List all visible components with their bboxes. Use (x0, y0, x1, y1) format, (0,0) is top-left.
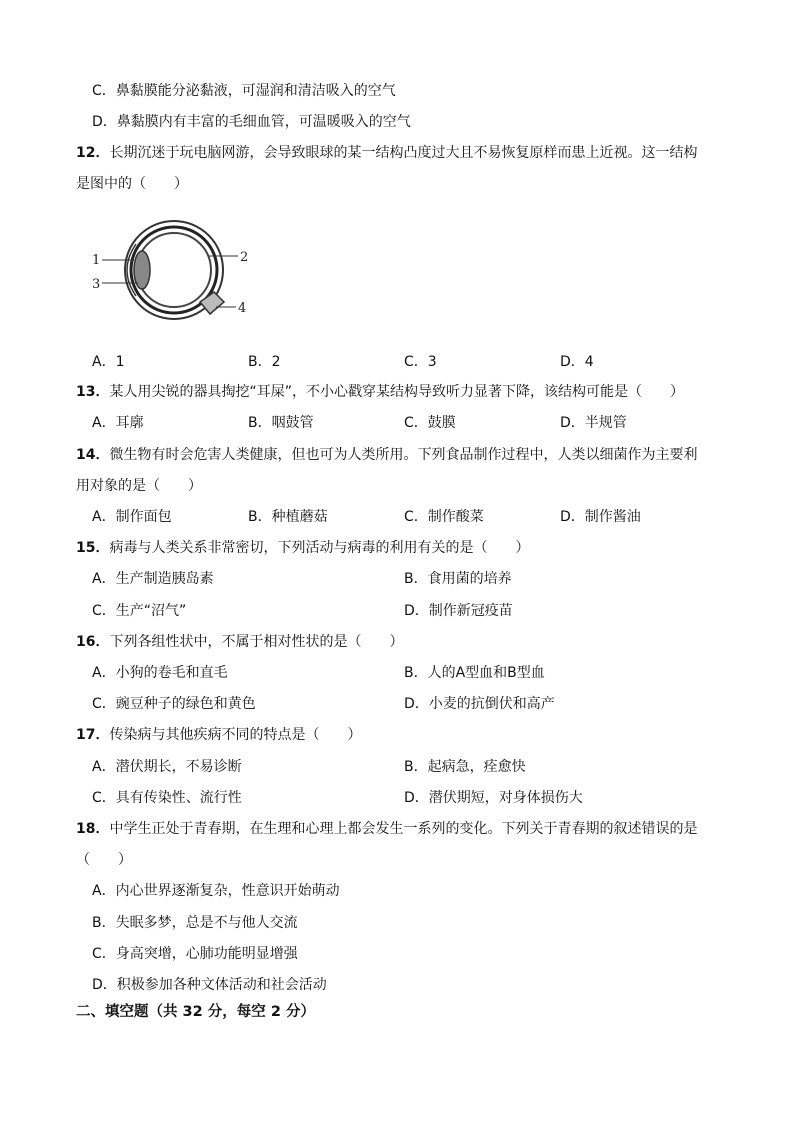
q18-option-b: B．失眠多梦，总是不与他人交流 (92, 915, 298, 931)
q15-option-d: D．制作新冠疫苗 (404, 603, 513, 619)
q12-text1: 长期沉迷于玩电脑网游，会导致眼球的某一结构凸度过大且不易恢复原样而患上近视。这一结构 (109, 145, 698, 161)
q14-stem-line1 (76, 445, 697, 465)
q18-option-c: C．身高突增，心肺功能明显增强 (92, 946, 298, 962)
section2-heading: 二、填空题（共 32 分，每空 2 分） (76, 1004, 315, 1020)
q18-option-a: A．内心世界逐渐复杂，性意识开始萌动 (92, 883, 340, 899)
q14-number: 14． (76, 447, 110, 463)
q14-text1: 微生物有时会危害人类健康，但也可为人类所用。下列食品制作过程中，人类以细菌作为主要利 (109, 447, 698, 463)
q13-number: 13． (76, 384, 110, 400)
diagram-label-1: 1 (92, 253, 101, 268)
q12-option-a: A．1 (92, 354, 125, 370)
q15-number: 15． (76, 540, 110, 556)
diagram-label-2: 2 (240, 250, 249, 265)
q12-option-c: C．3 (404, 354, 437, 370)
q17-option-d: D．潜伏期短，对身体损伤大 (404, 790, 583, 806)
q12-option-b: B．2 (248, 354, 281, 370)
q12-stem-line1 (76, 143, 697, 163)
q11-option-d: D．鼻黏膜内有丰富的毛细血管，可温暖吸入的空气 (92, 114, 411, 130)
q13-option-c: C．鼓膜 (404, 415, 456, 431)
q13-option-b: B．咽鼓管 (248, 415, 314, 431)
q15-stem (76, 538, 529, 558)
q15-text: 病毒与人类关系非常密切，下列活动与病毒的利用有关的是（ ） (109, 540, 530, 556)
q17-option-a: A．潜伏期长，不易诊断 (92, 759, 242, 775)
q13-option-d: D．半规管 (560, 415, 627, 431)
q17-option-b: B．起病急，痊愈快 (404, 759, 526, 775)
q16-option-c: C．豌豆种子的绿色和黄色 (92, 696, 256, 712)
q18-stem-line2: （ ） (76, 852, 132, 868)
q16-stem (76, 632, 403, 652)
q14-option-b: B．种植蘑菇 (248, 509, 328, 525)
q14-option-c: C．制作酸菜 (404, 509, 484, 525)
diagram-label-4: 4 (238, 301, 247, 316)
q12-number: 12． (76, 145, 110, 161)
q16-option-d: D．小麦的抗倒伏和高产 (404, 696, 555, 712)
q17-option-c: C．具有传染性、流行性 (92, 790, 242, 806)
q15-option-b: B．食用菌的培养 (404, 571, 512, 587)
q18-stem-line1 (76, 819, 697, 839)
q16-text: 下列各组性状中，不属于相对性状的是（ ） (109, 634, 404, 650)
q12-stem-line2: 是图中的（ ） (76, 176, 188, 192)
q14-option-a: A．制作面包 (92, 509, 172, 525)
q16-number: 16． (76, 634, 110, 650)
q18-number: 18． (76, 821, 110, 837)
q13-stem (76, 382, 684, 402)
q16-option-b: B．人的A型血和B型血 (404, 665, 545, 681)
q12-option-d: D．4 (560, 354, 594, 370)
q17-number: 17． (76, 727, 110, 743)
diagram-label-3: 3 (92, 277, 101, 292)
q11-option-c: C．鼻黏膜能分泌黏液，可湿润和清洁吸入的空气 (92, 83, 396, 99)
q18-option-d: D．积极参加各种文体活动和社会活动 (92, 977, 327, 993)
q15-option-c: C．生产“沼气” (92, 603, 187, 619)
q17-stem (76, 725, 361, 745)
optic-nerve (200, 292, 224, 314)
q15-option-a: A．生产制造胰岛素 (92, 571, 214, 587)
q17-text: 传染病与其他疾病不同的特点是（ ） (109, 727, 362, 743)
q16-option-a: A．小狗的卷毛和直毛 (92, 665, 228, 681)
q14-option-d: D．制作酱油 (560, 509, 641, 525)
q18-text1: 中学生正处于青春期，在生理和心理上都会发生一系列的变化。下列关于青春期的叙述错误的是 (109, 821, 698, 837)
eyeball-diagram (88, 210, 263, 330)
q13-option-a: A．耳廓 (92, 415, 144, 431)
q13-text: 某人用尖锐的器具掏挖“耳屎”，不小心戳穿某结构导致听力显著下降，该结构可能是（ ） (109, 384, 684, 400)
q14-stem-line2: 用对象的是（ ） (76, 478, 202, 494)
